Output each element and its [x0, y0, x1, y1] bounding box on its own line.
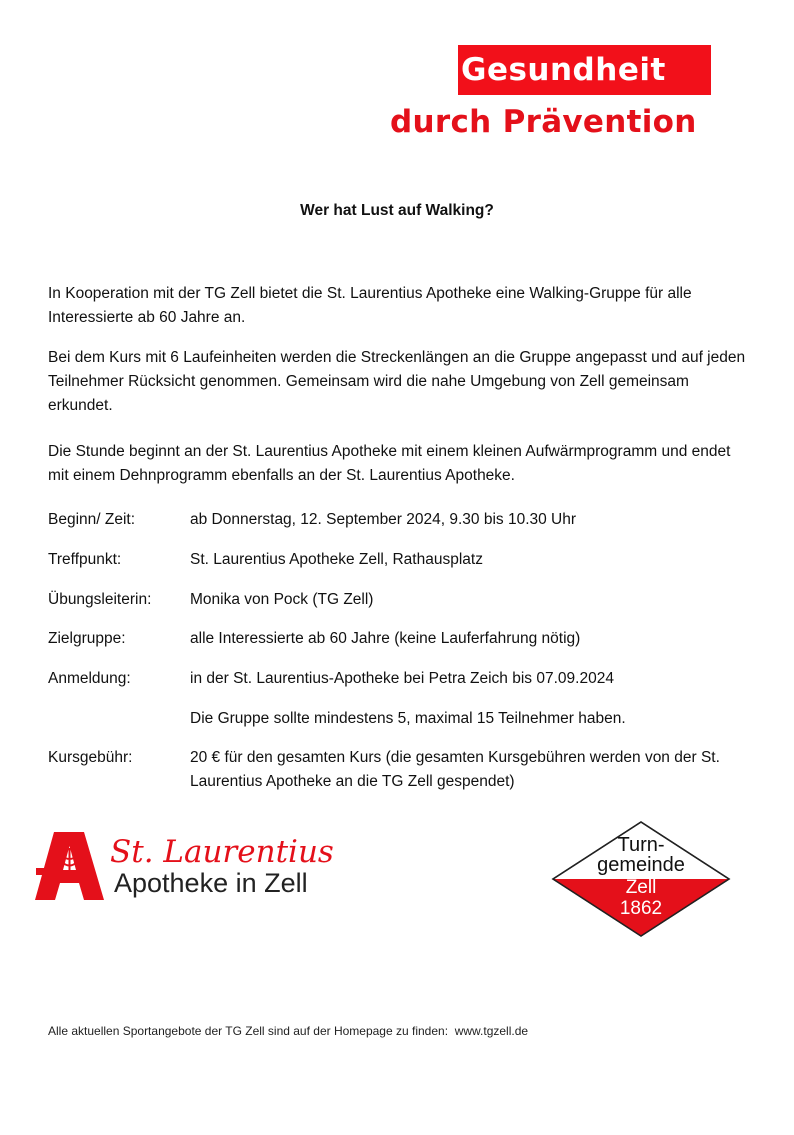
detail-label-uebungsleiterin: Übungsleiterin: [48, 591, 152, 608]
detail-value-uebungsleiterin: Monika von Pock (TG Zell) [190, 591, 374, 608]
tg-line1: Turn- [617, 834, 665, 856]
detail-value-kursgebuehr: 20 € für den gesamten Kurs (die gesamten Kursgebühren werden von der St. Laurentius Apotheke an die TG Zell gespendet) [190, 749, 720, 790]
detail-value-anmeldung: in der St. Laurentius-Apotheke bei Petra Zeich bis 07.09.2024 [190, 670, 614, 687]
detail-value-treffpunkt: St. Laurentius Apotheke Zell, Rathausplatz [190, 551, 483, 568]
detail-label-beginn: Beginn/ Zeit: [48, 511, 136, 528]
detail-label-zielgruppe: Zielgruppe: [48, 630, 126, 647]
header-title-line2: durch Prävention [390, 104, 697, 140]
paragraph-course: Bei dem Kurs mit 6 Laufeinheiten werden die Streckenlängen an die Gruppe angepasst und auf jeden Teilnehmer Rücksicht genommen. Gemeinsam wird die nahe Umgebung von Zell gemeinsam erkundet. [48, 349, 746, 414]
footer-note: Alle aktuellen Sportangebote der TG Zell sind auf der Homepage zu finden: www.tgzell.de [48, 1024, 529, 1038]
detail-label-anmeldung: Anmeldung: [48, 670, 131, 687]
question-heading: Wer hat Lust auf Walking? [300, 202, 494, 219]
paragraph-schedule: Die Stunde beginnt an der St. Laurentius Apotheke mit einem kleinen Aufwärmprogramm und endet mit einem Dehnprogramm ebenfalls an der St. Laurentius Apotheke. [48, 443, 731, 484]
tg-line2: gemeinde [597, 854, 685, 876]
detail-value-zielgruppe: alle Interessierte ab 60 Jahre (keine Lauferfahrung nötig) [190, 630, 581, 647]
tg-line4: 1862 [619, 898, 663, 919]
detail-label-treffpunkt: Treffpunkt: [48, 551, 122, 568]
header-title-line1: Gesundheit [461, 52, 666, 88]
detail-value-gruppengroesse: Die Gruppe sollte mindestens 5, maximal 15 Teilnehmer haben. [190, 710, 626, 727]
tg-line3: Zell [625, 877, 657, 898]
detail-label-kursgebuehr: Kursgebühr: [48, 749, 133, 766]
apotheke-a-icon [32, 828, 107, 903]
apotheke-name: St. Laurentius [110, 834, 334, 870]
apotheke-subtitle: Apotheke in Zell [114, 868, 308, 898]
tg-zell-logo [551, 820, 731, 938]
detail-value-beginn: ab Donnerstag, 12. September 2024, 9.30 bis 10.30 Uhr [190, 511, 577, 528]
apotheke-logo [32, 828, 332, 908]
paragraph-intro: In Kooperation mit der TG Zell bietet die St. Laurentius Apotheke eine Walking-Gruppe für alle Interessierte ab 60 Jahre an. [48, 285, 692, 326]
